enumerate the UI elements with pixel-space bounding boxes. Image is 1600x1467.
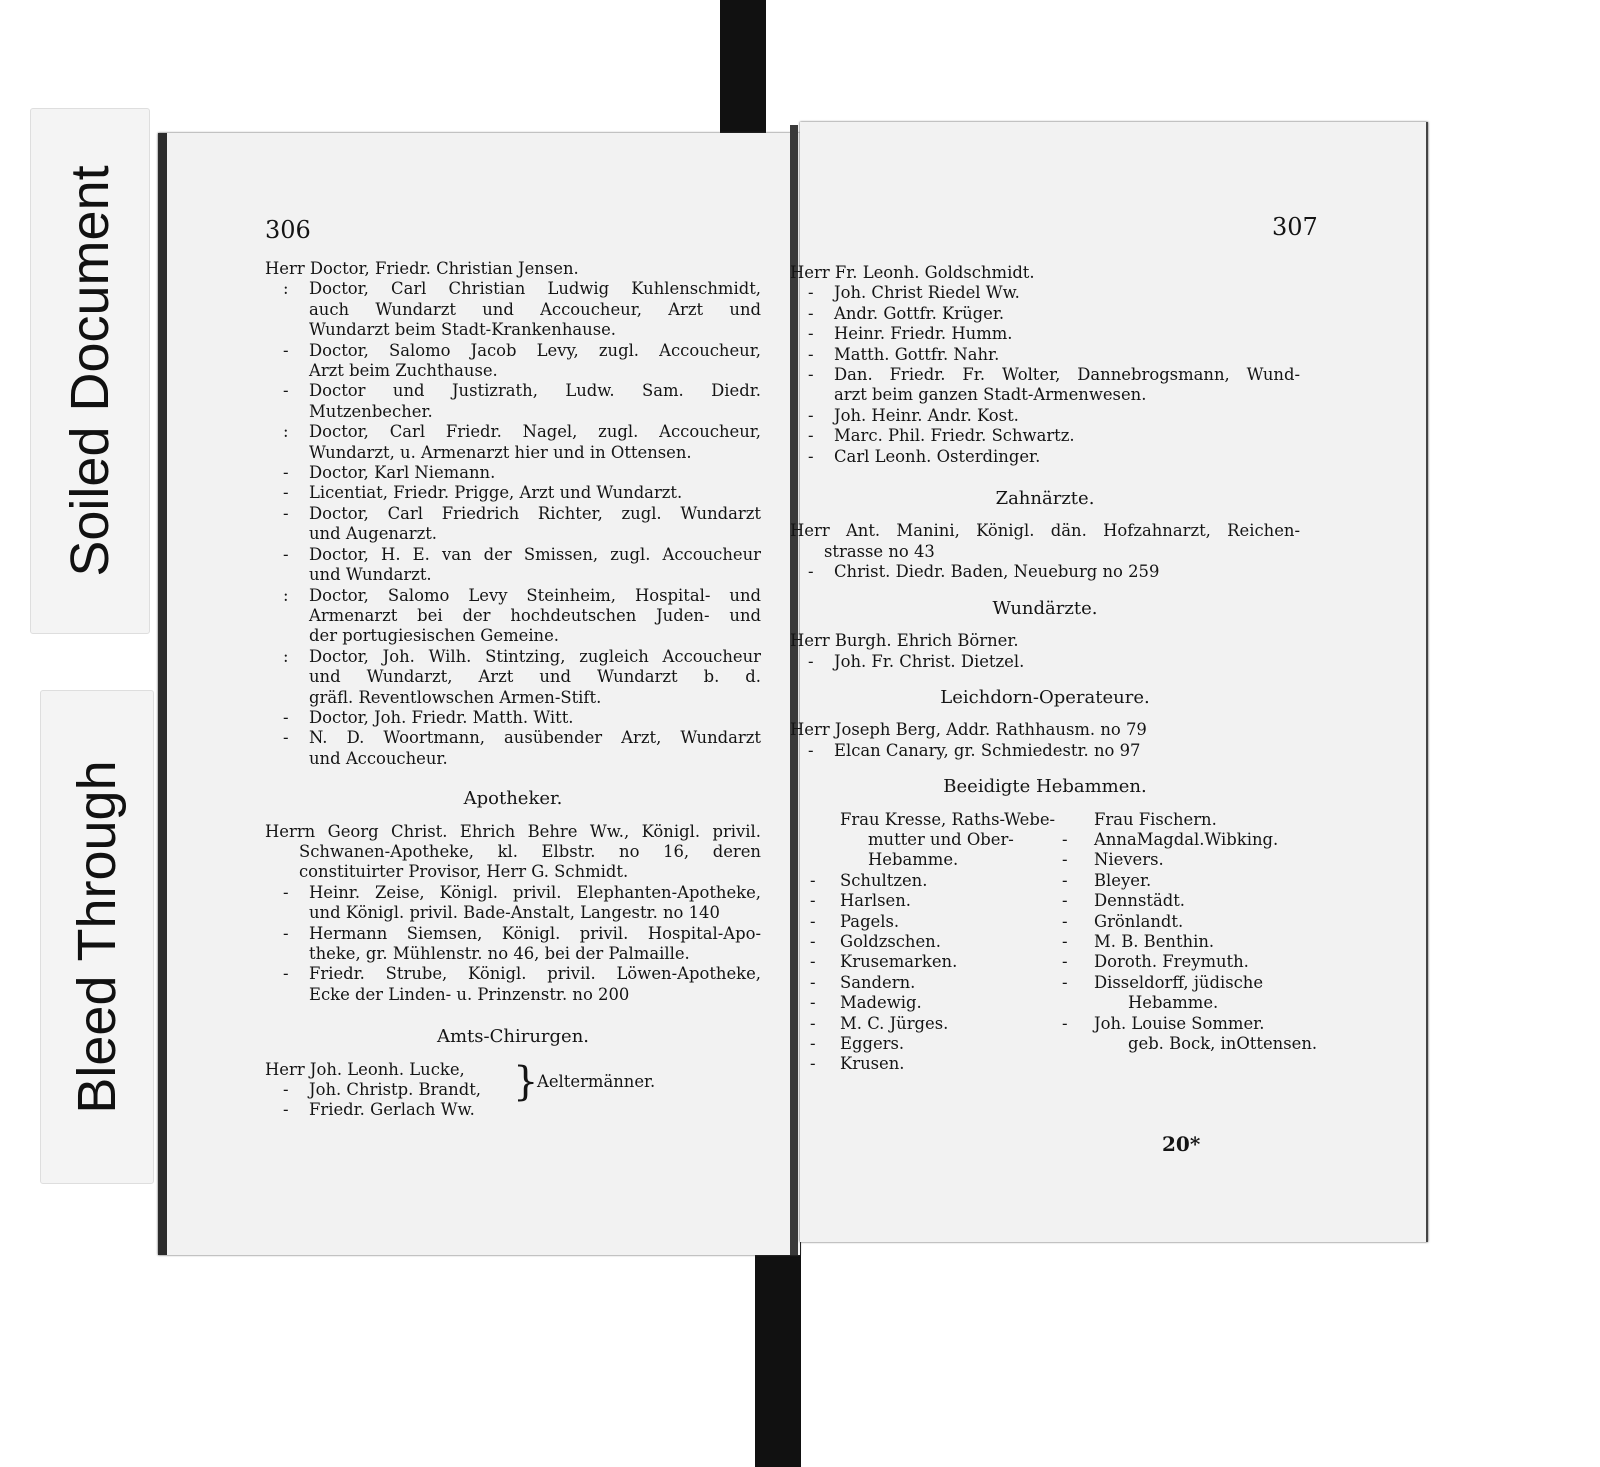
ditto-mark: - [283, 381, 289, 401]
entry-line: mutter und Ober- [868, 829, 1014, 849]
group-brace: } [513, 1058, 539, 1105]
bleed-through-label: Bleed Through [67, 760, 127, 1114]
ditto-mark: - [283, 340, 289, 360]
entry-line: Doctor, Salomo Levy Steinheim, Hospital- und [309, 585, 761, 605]
ditto-mark: - [808, 365, 814, 385]
ditto-mark: - [1062, 891, 1068, 911]
list-entry [265, 279, 761, 340]
entry-line: strasse no 43 [824, 541, 935, 561]
ditto-mark: - [808, 283, 814, 303]
list-entry [265, 259, 761, 279]
entry-line: Wundarzt, u. Armenarzt hier und in Ottensen. [309, 442, 692, 462]
ditto-mark: - [1062, 829, 1068, 849]
zahnaerzte-list [790, 521, 1300, 582]
list-entry [1042, 830, 1304, 850]
ditto-mark: : [283, 279, 289, 299]
ditto-mark: - [810, 911, 816, 931]
entry-line: Doctor und Justizrath, Ludw. Sam. Diedr. [309, 381, 761, 401]
leichdorn-list [790, 720, 1300, 761]
ditto-mark: - [810, 972, 816, 992]
list-entry [790, 871, 1040, 891]
entry-line: Frau Kresse, Raths-Webe- [840, 809, 1056, 829]
wundaerzte-heading: Wundärzte. [992, 597, 1098, 619]
ditto-mark: - [283, 1080, 289, 1100]
entry-line: Mutzenbecher. [309, 401, 433, 421]
zahnaerzte-heading: Zahnärzte. [995, 488, 1095, 510]
entry-line: constituirter Provisor, Herr G. Schmidt. [299, 862, 629, 882]
entry-line: Licentiat, Friedr. Prigge, Arzt und Wundarzt. [309, 483, 683, 503]
left-page [158, 133, 800, 1255]
entry-line: Doctor, Joh. Wilh. Stintzing, zugleich Accoucheur [309, 646, 761, 666]
list-entry [265, 708, 761, 728]
entry-line: Doctor, Carl Christian Ludwig Kuhlenschmidt, [309, 279, 761, 299]
list-entry [790, 973, 1040, 993]
ditto-mark: - [283, 544, 289, 564]
ditto-mark: - [1062, 972, 1068, 992]
entry-line: Joh. Christ Riedel Ww. [834, 283, 1020, 303]
entry-line: M. C. Jürges. [840, 1013, 949, 1033]
entry-line: Herr Fr. Leonh. Goldschmidt. [790, 263, 1035, 282]
entry-line: Doctor, Karl Niemann. [309, 463, 496, 483]
list-entry [790, 1014, 1040, 1034]
list-entry [1042, 871, 1304, 891]
list-entry [1042, 932, 1304, 952]
entry-line: und Accoucheur. [309, 748, 448, 768]
list-entry [1042, 973, 1304, 1014]
list-entry [1042, 1013, 1318, 1055]
leichdorn-heading: Leichdorn-Operateure. [940, 686, 1150, 708]
list-entry [265, 964, 761, 1005]
soiled-document-tab [30, 108, 150, 634]
ditto-mark: - [808, 562, 814, 582]
entry-line: arzt beim ganzen Stadt-Armenwesen. [834, 385, 1147, 405]
entry-line: Krusemarken. [840, 952, 958, 972]
ditto-mark: - [810, 1054, 816, 1074]
list-entry [265, 924, 761, 965]
ditto-mark: - [283, 964, 289, 984]
entry-line: Grönlandt. [1094, 911, 1184, 931]
ditto-mark: - [808, 344, 814, 364]
entry-line: Herr Ant. Manini, Königl. dän. Hofzahnarzt, Reichen- [790, 521, 1300, 541]
entry-line: Friedr. Strube, Königl. privil. Löwen-Apotheke, [309, 964, 761, 984]
ditto-mark: - [1062, 850, 1068, 870]
entry-line: Christ. Diedr. Baden, Neueburg no 259 [834, 562, 1160, 582]
ditto-mark: - [1062, 952, 1068, 972]
entry-line: Andr. Gottfr. Krüger. [834, 303, 1005, 323]
list-entry [790, 263, 1300, 283]
list-entry [790, 283, 1300, 303]
entry-line: Heinr. Zeise, Königl. privil. Elephanten-Apotheke, [309, 882, 761, 902]
ditto-mark: : [283, 646, 289, 666]
entry-line: Matth. Gottfr. Nahr. [834, 344, 1000, 364]
entry-line: Joh. Heinr. Andr. Kost. [834, 405, 1019, 425]
list-entry [790, 324, 1300, 344]
list-entry [790, 830, 1040, 850]
list-entry [265, 586, 761, 647]
ditto-mark: - [808, 426, 814, 446]
list-entry [790, 521, 1300, 562]
entry-line: und Wundarzt, Arzt und Wundarzt b. d. [309, 667, 761, 687]
entry-line: Dennstädt. [1094, 891, 1186, 911]
list-entry [1042, 952, 1304, 972]
entry-line: Doctor, Salomo Jacob Levy, zugl. Accoucheur, [309, 340, 761, 360]
aeltermaenner-label: Aeltermänner. [537, 1071, 656, 1091]
entry-line: Pagels. [840, 911, 900, 931]
ditto-mark: - [283, 483, 289, 503]
amts-name-entry [265, 1080, 481, 1100]
ditto-mark: - [283, 882, 289, 902]
list-entry [1042, 810, 1304, 830]
surgeons-list [790, 263, 1300, 467]
entry-line: Doctor, Carl Friedrich Richter, zugl. Wundarzt [309, 503, 761, 523]
entry-line: N. D. Woortmann, ausübender Arzt, Wundarzt [309, 728, 761, 748]
list-entry [790, 365, 1300, 406]
entry-line: Doroth. Freymuth. [1094, 952, 1249, 972]
list-entry [790, 406, 1300, 426]
entry-line: Herrn Georg Christ. Ehrich Behre Ww., Königl. privil. [265, 821, 761, 841]
ditto-mark: - [808, 324, 814, 344]
amts-name-entry [265, 1100, 481, 1120]
ditto-mark: - [808, 651, 814, 671]
list-entry [790, 1034, 1040, 1054]
entry-line: Madewig. [840, 993, 922, 1013]
list-entry [265, 883, 761, 924]
hebammen-column-1 [790, 809, 1056, 1075]
hebammen-heading: Beeidigte Hebammen. [943, 776, 1147, 798]
list-entry [790, 426, 1300, 446]
apotheker-list [265, 822, 761, 1006]
bleed-through-tab [40, 690, 154, 1184]
ditto-mark: : [283, 422, 289, 442]
list-entry [790, 345, 1300, 365]
apotheker-heading: Apotheker. [463, 788, 563, 810]
right-page [790, 122, 1428, 1242]
entry-line: Sandern. [840, 972, 916, 992]
ditto-mark: - [810, 931, 816, 951]
list-entry [265, 504, 761, 545]
ditto-mark: - [808, 740, 814, 760]
right-page-number: 307 [1272, 213, 1318, 241]
entry-line: Harlsen. [840, 891, 912, 911]
ditto-mark: - [1062, 870, 1068, 890]
entry-line: Herr Doctor, Friedr. Christian Jensen. [265, 259, 579, 278]
list-entry [1042, 912, 1304, 932]
hebammen-columns [790, 809, 1318, 1080]
list-entry [790, 912, 1040, 932]
entry-line: Doctor, H. E. van der Smissen, zugl. Accoucheur [309, 544, 761, 564]
binding-strip-bottom [755, 1240, 801, 1467]
entry-line: AnnaMagdal.Wibking. [1094, 829, 1279, 849]
list-entry [265, 728, 761, 769]
ditto-mark: - [808, 446, 814, 466]
entry-line: Ecke der Linden- u. Prinzenstr. no 200 [309, 984, 630, 1004]
ditto-mark: : [283, 585, 289, 605]
list-entry [790, 562, 1300, 582]
list-entry [790, 809, 1056, 830]
wundaerzte-list [790, 631, 1300, 672]
list-entry [265, 483, 761, 503]
entry-line: Joh. Louise Sommer. [1094, 1013, 1265, 1033]
entry-line: Wundarzt beim Stadt-Krankenhause. [309, 320, 617, 340]
ditto-mark: - [1062, 1013, 1068, 1033]
list-entry [265, 822, 761, 883]
entry-line: Doctor, Joh. Friedr. Matth. Witt. [309, 707, 574, 727]
entry-line: Eggers. [840, 1034, 905, 1053]
entry-line: und Königl. privil. Bade-Anstalt, Langestr. no 140 [309, 903, 720, 923]
list-entry [790, 741, 1300, 761]
entry-line: geb. Bock, inOttensen. [1128, 1034, 1318, 1053]
entry-line: Marc. Phil. Friedr. Schwartz. [834, 426, 1075, 446]
ditto-mark: - [810, 993, 816, 1013]
entry-line: der portugiesischen Gemeine. [309, 626, 560, 646]
entry-line: Armenarzt bei der hochdeutschen Juden- und [309, 605, 761, 625]
ditto-mark: - [810, 1013, 816, 1033]
left-page-number: 306 [265, 216, 311, 244]
entry-line: Krusen. [840, 1054, 905, 1074]
entry-line: Doctor, Carl Friedr. Nagel, zugl. Accoucheur, [309, 422, 761, 442]
list-entry [790, 952, 1040, 972]
entry-line: und Augenarzt. [309, 524, 437, 544]
list-entry [790, 891, 1040, 911]
ditto-mark: - [810, 1034, 816, 1053]
list-entry [790, 1054, 1040, 1074]
entry-line: Hebamme. [1128, 993, 1219, 1013]
entry-line: Carl Leonh. Osterdinger. [834, 446, 1041, 466]
right-page-content [790, 263, 1318, 1080]
ditto-mark: - [283, 463, 289, 483]
entry-line: Hebamme. [868, 850, 959, 870]
entry-line: theke, gr. Mühlenstr. no 46, bei der Palmaille. [309, 944, 690, 963]
entry-line: Goldzschen. [840, 931, 941, 951]
amts-name: Herr Joh. Leonh. Lucke, [265, 1059, 465, 1079]
list-entry [790, 447, 1300, 467]
doctors-list [265, 259, 761, 769]
list-entry [790, 720, 1300, 740]
list-entry [790, 850, 1040, 870]
list-entry [1042, 891, 1304, 911]
signature-mark: 20* [1162, 1132, 1201, 1156]
ditto-mark: - [810, 952, 816, 972]
list-entry [1042, 850, 1304, 870]
entry-line: Schultzen. [840, 870, 928, 890]
entry-line: Frau Fischern. [1094, 809, 1217, 829]
list-entry [265, 341, 761, 382]
entry-line: auch Wundarzt und Accoucheur, Arzt und [309, 299, 761, 319]
ditto-mark: - [810, 870, 816, 890]
entry-line: Herr Joseph Berg, Addr. Rathhausm. no 79 [790, 720, 1147, 740]
list-entry [265, 545, 761, 586]
ditto-mark: - [810, 891, 816, 911]
amts-chirurgen-heading: Amts-Chirurgen. [436, 1026, 590, 1048]
entry-line: Hermann Siemsen, Königl. privil. Hospital-Apo- [309, 923, 761, 943]
list-entry [790, 993, 1040, 1013]
list-entry [265, 422, 761, 463]
amts-names [265, 1060, 481, 1121]
entry-line: Disseldorff, jüdische [1094, 972, 1264, 992]
entry-line: Herr Burgh. Ehrich Börner. [790, 631, 1019, 651]
ditto-mark: - [283, 1100, 289, 1120]
entry-line: Dan. Friedr. Fr. Wolter, Dannebrogsmann, Wund- [834, 365, 1300, 385]
ditto-mark: - [808, 405, 814, 425]
list-entry [265, 463, 761, 483]
left-page-content [265, 259, 761, 1130]
amts-name-entry [265, 1060, 481, 1080]
amts-name: Joh. Christp. Brandt, [309, 1080, 481, 1100]
list-entry [265, 647, 761, 708]
ditto-mark: - [283, 728, 289, 748]
ditto-mark: - [1062, 931, 1068, 951]
list-entry [790, 631, 1300, 651]
amts-chirurgen-group [265, 1060, 761, 1130]
hebammen-column-2 [1042, 809, 1318, 1055]
ditto-mark: - [283, 707, 289, 727]
entry-line: und Wundarzt. [309, 565, 432, 585]
ditto-mark: - [1062, 911, 1068, 931]
entry-line: Heinr. Friedr. Humm. [834, 324, 1013, 344]
entry-line: Arzt beim Zuchthause. [309, 361, 498, 381]
list-entry [790, 932, 1040, 952]
list-entry [790, 652, 1300, 672]
entry-line: M. B. Benthin. [1094, 931, 1215, 951]
list-entry [265, 381, 761, 422]
entry-line: Schwanen-Apotheke, kl. Elbstr. no 16, deren [299, 841, 761, 861]
entry-line: Nievers. [1094, 850, 1164, 870]
soiled-document-label: Soiled Document [60, 165, 120, 577]
amts-name: Friedr. Gerlach Ww. [309, 1100, 475, 1120]
list-entry [790, 304, 1300, 324]
entry-line: Joh. Fr. Christ. Dietzel. [834, 651, 1025, 671]
ditto-mark: - [283, 503, 289, 523]
entry-line: gräfl. Reventlowschen Armen-Stift. [309, 687, 602, 707]
ditto-mark: - [808, 303, 814, 323]
entry-line: Elcan Canary, gr. Schmiedestr. no 97 [834, 740, 1141, 760]
binding-strip-top [720, 0, 766, 145]
ditto-mark: - [283, 923, 289, 943]
entry-line: Bleyer. [1094, 870, 1152, 890]
